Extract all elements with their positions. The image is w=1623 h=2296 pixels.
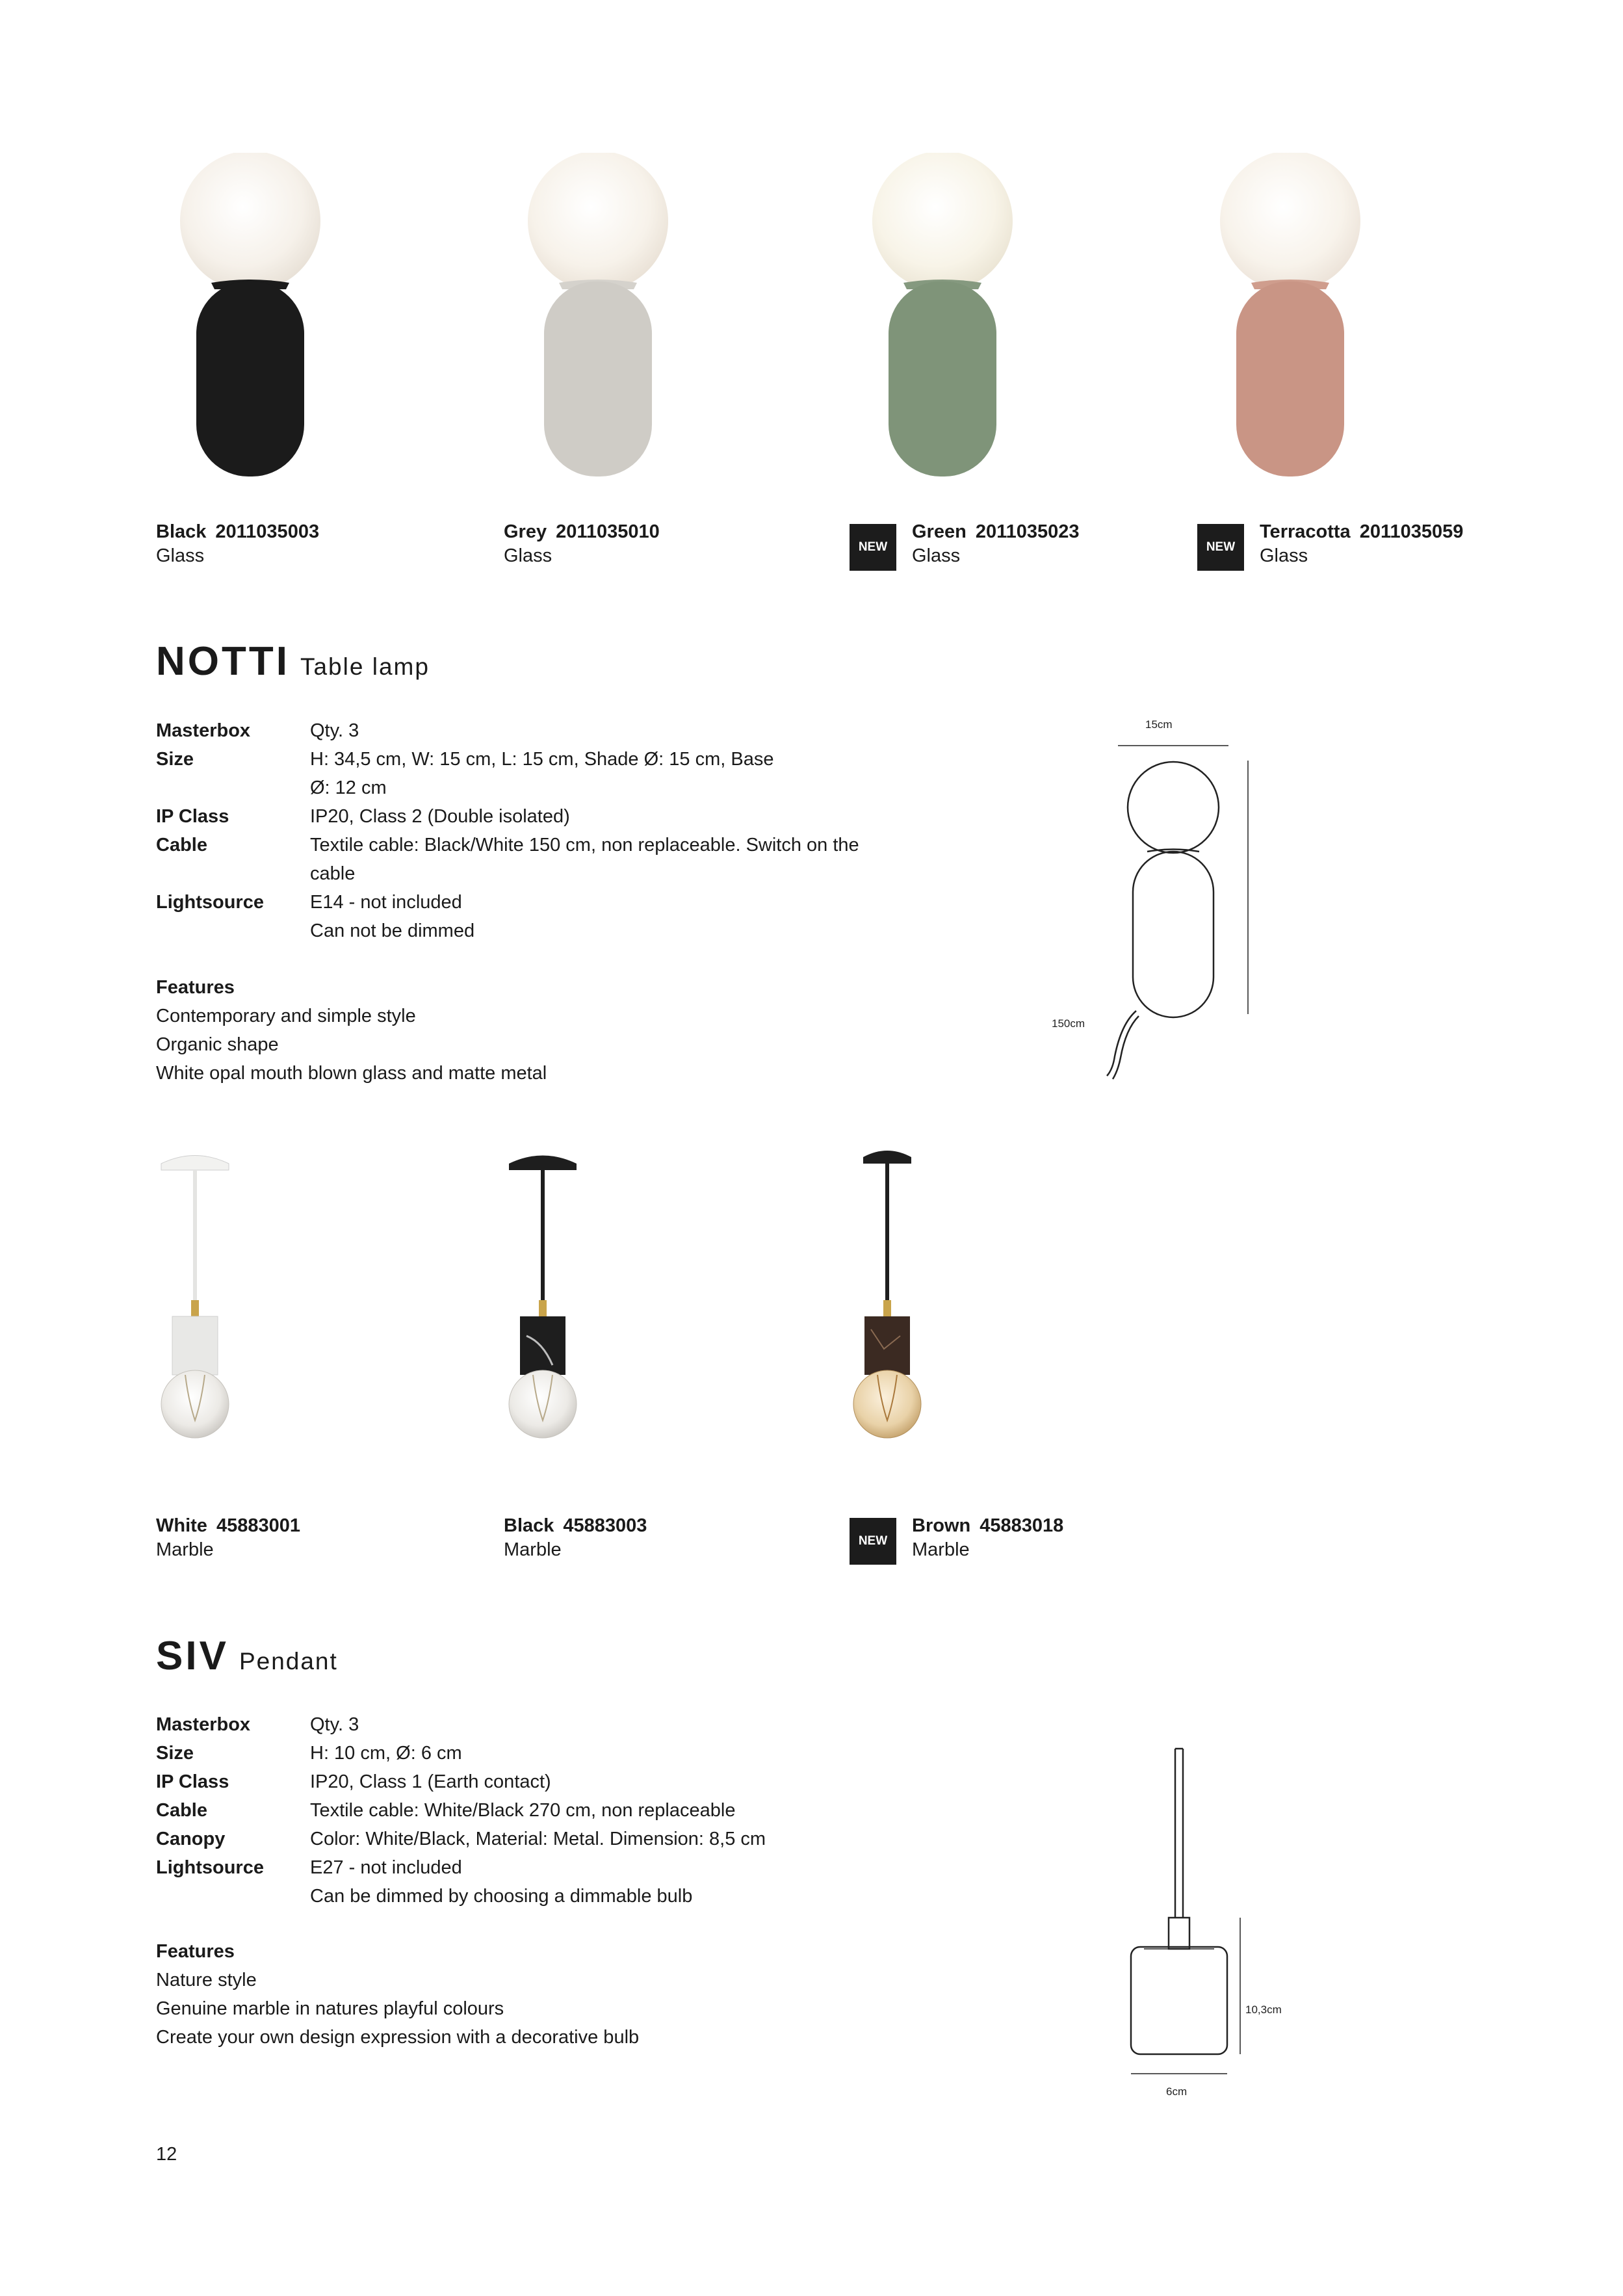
spec-row (156, 831, 903, 888)
notti-caption-terracotta (1260, 520, 1463, 568)
spec-row (156, 888, 903, 917)
feature-item: White opal mouth blown glass and matte metal (156, 1063, 547, 1084)
spec-row (156, 802, 903, 831)
product-type: Pendant (239, 1648, 338, 1675)
spec-key: Lightsource (156, 1857, 264, 1878)
siv-caption-white (156, 1514, 300, 1562)
variant-code: 45883018 (980, 1515, 1064, 1536)
spec-row (156, 745, 903, 802)
siv-caption-black (504, 1514, 647, 1562)
product-name: NOTTI (156, 639, 290, 684)
spec-row (156, 1768, 903, 1796)
variant-material: Marble (156, 1539, 214, 1560)
variant-material: Glass (156, 545, 205, 566)
spec-key (156, 917, 310, 945)
spec-key: Cable (156, 835, 207, 855)
spec-row (156, 917, 903, 945)
spec-row (156, 1710, 903, 1739)
variant-name: Black (156, 521, 207, 542)
notti-title (156, 638, 430, 685)
variant-name: Terracotta (1260, 521, 1351, 542)
spec-row (156, 716, 903, 745)
new-badge: NEW (1197, 524, 1244, 571)
product-name: SIV (156, 1634, 229, 1678)
spec-key: Canopy (156, 1829, 226, 1849)
dimension-diameter-label: 6cm (1166, 2085, 1188, 2098)
variant-name: White (156, 1515, 207, 1536)
variant-material: Glass (504, 545, 552, 566)
variant-code: 45883003 (563, 1515, 647, 1536)
spec-row (156, 1796, 903, 1825)
spec-key: Lightsource (156, 892, 264, 913)
spec-key: Cable (156, 1800, 207, 1821)
siv-features (156, 1937, 639, 2052)
variant-code: 2011035023 (975, 521, 1080, 542)
feature-item: Nature style (156, 1970, 257, 1990)
siv-brown-image (842, 1141, 933, 1492)
new-badge: NEW (850, 524, 896, 571)
spec-key: Size (156, 1743, 194, 1764)
spec-value: Textile cable: Black/White 150 cm, non replaceable. Switch on the cable (310, 835, 859, 884)
feature-item: Genuine marble in natures playful colours (156, 1998, 504, 2019)
siv-dimension-drawing (1105, 1742, 1254, 2100)
spec-value: Qty. 3 (310, 720, 359, 741)
feature-item: Create your own design expression with a decorative bulb (156, 2027, 640, 2048)
spec-value: Can not be dimmed (310, 920, 475, 941)
notti-caption-green (912, 520, 1080, 568)
spec-row (156, 1825, 903, 1853)
notti-grey-image (497, 153, 692, 491)
spec-key: IP Class (156, 806, 229, 827)
spec-value: Color: White/Black, Material: Metal. Dimension: 8,5 cm (310, 1829, 766, 1849)
variant-name: Brown (912, 1515, 971, 1536)
notti-green-image (842, 153, 1037, 491)
spec-value: H: 10 cm, Ø: 6 cm (310, 1743, 462, 1764)
feature-item: Contemporary and simple style (156, 1006, 416, 1026)
variant-code: 2011035003 (215, 521, 320, 542)
siv-title (156, 1633, 338, 1679)
spec-key: Masterbox (156, 1714, 251, 1735)
variant-code: 2011035059 (1359, 521, 1464, 542)
variant-name: Grey (504, 521, 547, 542)
spec-row (156, 1882, 903, 1911)
siv-specs (156, 1710, 903, 1911)
spec-value: E14 - not included (310, 892, 462, 913)
product-type: Table lamp (300, 653, 430, 680)
spec-value: Qty. 3 (310, 1714, 359, 1735)
variant-material: Glass (1260, 545, 1308, 566)
notti-caption-black (156, 520, 319, 568)
spec-value: H: 34,5 cm, W: 15 cm, L: 15 cm, Shade Ø: 15 cm, Base Ø: 12 cm (310, 749, 774, 798)
spec-row (156, 1739, 903, 1768)
notti-features (156, 973, 547, 1088)
dimension-height-label: 10,3cm (1245, 2003, 1282, 2016)
features-heading: Features (156, 1941, 235, 1962)
variant-code: 45883001 (216, 1515, 300, 1536)
dimension-cable-label: 150cm (1052, 1017, 1085, 1030)
page-number: 12 (156, 2144, 177, 2165)
notti-specs (156, 716, 903, 945)
feature-item: Organic shape (156, 1034, 279, 1055)
variant-material: Glass (912, 545, 961, 566)
variant-name: Black (504, 1515, 554, 1536)
spec-key: Masterbox (156, 720, 251, 741)
features-heading: Features (156, 977, 235, 998)
spec-value: Textile cable: White/Black 270 cm, non replaceable (310, 1800, 736, 1821)
dimension-width-label: 15cm (1145, 718, 1173, 731)
spec-key (156, 1882, 310, 1911)
spec-row (156, 1853, 903, 1882)
notti-caption-grey (504, 520, 660, 568)
siv-caption-brown (912, 1514, 1063, 1562)
variant-material: Marble (504, 1539, 562, 1560)
notti-dimension-drawing (1066, 725, 1261, 1089)
spec-key: IP Class (156, 1771, 229, 1792)
variant-code: 2011035010 (556, 521, 660, 542)
spec-value: E27 - not included (310, 1857, 462, 1878)
variant-material: Marble (912, 1539, 970, 1560)
notti-terracotta-image (1189, 153, 1384, 491)
spec-value: IP20, Class 1 (Earth contact) (310, 1771, 551, 1792)
variant-name: Green (912, 521, 967, 542)
siv-white-image (149, 1141, 240, 1492)
spec-key: Size (156, 749, 194, 770)
new-badge: NEW (850, 1518, 896, 1565)
notti-black-image (149, 153, 344, 491)
spec-value: Can be dimmed by choosing a dimmable bulb (310, 1886, 693, 1907)
spec-value: IP20, Class 2 (Double isolated) (310, 806, 570, 827)
siv-black-image (497, 1141, 588, 1492)
